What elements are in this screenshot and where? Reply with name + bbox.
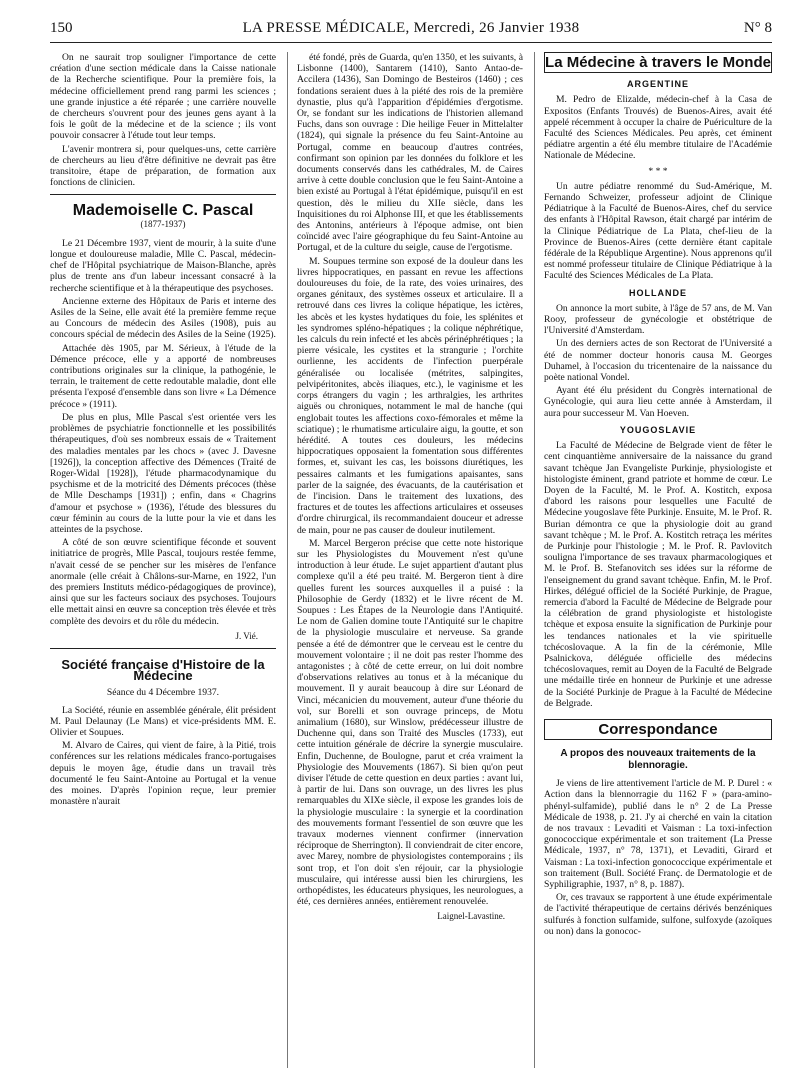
paragraph: Attachée dès 1905, par M. Sérieux, à l'étude de la Démence précoce, elle y a apporté de nombreuses contributions originales sur la clinique, la pathogénie, le terrain, le traitement de cette redoutable maladie, dont elle présenta l'exposé d'ensemble dans son livre « La Démence précoce » (1911). (50, 342, 276, 410)
paragraph: Un des derniers actes de son Rectorat de l'Université a été de nommer docteur honoris causa M. Georges Duhamel, à l'occasion du tricentenaire de la naissance du poète national Vondel. (544, 338, 772, 384)
obituary-signature: J. Vié. (235, 630, 258, 641)
section-box (544, 719, 772, 740)
paragraph: M. Marcel Bergeron précise que cette note historique sur les Physiologistes du Mouvement n'est qu'une introduction à leur étude. Le sujet appartient d'autant plus complexe qu'il a été peu traité. M. Bergeron tient à dire quelles furent les sources auxquelles il a puisé : la Philosophie de Gerdy (1832) et le livre récent de M. Soupues : Les Étapes de la Neurologie dans l'Antiquité. Le nom de Galien domine toute l'Antiquité sur le chapitre de la physiologie musculaire et nerveuse. Sa grande pensée a été de démontrer que le cerveau est le centre du mouvement volontaire ; il ne doit pas rester l'homme des antagonistes ; à côté de cette erreur, on lui doit nombre d'observations relatives au tonus et à la mécanique du mouvement. Il y aurait beaucoup à dire sur Léonard de Vinci, mécanicien du mouvement, auteur d'une théorie du vol, sur Borelli et son ouvrage princeps, de Motu animalium (1680), sur Winslow, prédécesseur illustre de Duchenne qui, dans son Traité des Muscles (1733), eut cette intuition générale de décrire la synergie musculaire. Enfin, Duchenne, de Boulogne, parut et créa vraiment la Physiologie des Mouvements (1867). Si bien qu'on peut diviser l'étude de cette question en deux parties : avant lui, à partir de lui. Dans son ouvrage, un des livres les plus remarquables du XIXe siècle, il expose les grandes lois de la physiologie musculaire : la synergie et la coordination des mouvements formant l'essentiel de son œuvre que les travaux modernes viennent confirmer (innervation réciproque de Sherrington). Il conviendrait de citer encore, avec Marey, nombre de physiologistes contemporains ; ils sont trop, et l'on doit s'en réjouir, car la physiologie musculaire, qui intéresse aussi bien les chirurgiens, les orthopédistes, les éducateurs physiques, les neurologues, a été, ces dernières années, entièrement renouvelée. (297, 537, 523, 908)
paragraph: On ne saurait trop souligner l'importance de cette création d'une section médicale dans la Caisse nationale de la Recherche scientifique. Pour la première fois, la médecine officiellement prend rang parmi les sciences ; une grande injustice a été réparée ; une carrière nouvelle de chercheurs s'ouvrent pour des jeunes gens ayant à la fois le goût de la médecine et de la science ; ils vont pouvoir consacrer à l'étude tout leur temps. (50, 52, 276, 142)
paragraph: Un autre pédiatre renommé du Sud-Amérique, M. Fernando Schweizer, professeur adjoint de Clinique Pédiatrique à la Faculté de Buenos-Aires, chef du service des enfants à l'Hôpital Rawson, était chargé par intérim de la Clinique Pédiatrique de La Plata, chef-lieu de la Province de Buenos-Aires (cette dernière étant capitale fédérale de la République Argentine). Nous apprenons qu'il est nommé professeur titulaire de Clinique Pédiatrique à la Faculté des Sciences Médicales de La Plata. (544, 180, 772, 282)
masthead (50, 18, 772, 40)
correspondence-subtitle: A propos des nouveaux traitements de la blennoragie. (560, 748, 756, 772)
issue-number: N° 8 (743, 20, 772, 36)
paragraph: L'avenir montrera si, pour quelques-uns, cette carrière de chercheurs au lieu d'être définitive ne devrait pas être transitoire, étape de préparation, de formation aux fonctions de clinicien. (50, 143, 276, 189)
paragraph: A côté de son œuvre scientifique féconde et souvent initiatrice de progrès, Mlle Pascal, toujours restée femme, n'avait cessé de se pencher sur les misères de l'enfance anormale (elle créait à Châlons-sur-Marne, en 1922, l'un des premiers Instituts médico-pédagogiques de province), ainsi que sur les facteurs sociaux des psychoses. Toujours elle mettait ainsi en œuvre sa conception très élevée et très complète des devoirs et du rôle du médecin. (50, 537, 276, 627)
paragraph: De plus en plus, Mlle Pascal s'est orientée vers les problèmes de psychiatrie fonctionnelle et les possibilités thérapeutiques, d'où ses nombreux essais de « Traitement des maladies mentales par les chocs » (avec J. Davesne [1926]), la conception affective des Démences (Traité de Roger-Widal [1928]), l'étude pharmacodynamique du psychisme et de la motricité des Déments précoces (thèse de Mlle Deschamps [1931]) ; enfin, dans « Chagrins d'amour et psychose » (1936), l'étude des blessures du cœur féminin au cours de la lutte pour la vie et dans les atteintes de la psychose. (50, 411, 276, 535)
obituary-dates: (1877-1937) (140, 218, 186, 229)
paragraph: On annonce la mort subite, à l'âge de 57 ans, de M. Van Rooy, professeur de gynécologie et obstétrique de l'Université d'Amsterdam. (544, 302, 772, 337)
society-title: Société française d'Histoire de la Médecine (61, 656, 265, 684)
paragraph: M. Pedro de Elizalde, médecin-chef à la Casa de Expositos (Enfants Trouvés) de Buenos-Aires, avait été appelé récemment à occuper la chaire de Puériculture de la Faculté des Sciences Médicales. Peu après, cet éminent pédiatre argentin a été élu membre titulaire de l'Académie Nationale de Médecine. (544, 94, 772, 162)
paragraph: Ancienne externe des Hôpitaux de Paris et interne des Asiles de la Seine, elle avait été la première femme reçue au Concours de médecin des Asiles (1908), puis au concours spécial de médecin des Asiles de la Seine (1925). (50, 295, 276, 341)
country-heading: YOUGOSLAVIE (619, 424, 697, 435)
paragraph: Or, ces travaux se rapportent à une étude expérimentale de l'activité thérapeutique de certains dérivés benzéniques sulfurés à fonction sulfamide, sulfone, sulfoxyde (azoïques ou non) dans la gonococ- (544, 892, 772, 937)
country-heading: ARGENTINE (626, 79, 689, 90)
paragraph: La Société, réunie en assemblée générale, élit président M. Paul Delaunay (Le Mans) et vice-présidents MM. E. Olivier et Soupues. (50, 704, 276, 738)
seance-date: Séance du 4 Décembre 1937. (106, 687, 220, 699)
paragraph: Ayant été élu président du Congrès international de Gynécologie, qui aura lieu cette année à Amsterdam, il aura pour successeur M. Van Hoeven. (544, 385, 772, 419)
section-rule (50, 194, 276, 195)
paragraph: M. Soupues termine son exposé de la douleur dans les livres hippocratiques, en passant en revue les affections douloureuses du foie, de la rate, des voies urinaires, des organes génitaux, des systèmes osseux et articulaire. Il a retrouvé dans ces livres la colique hépatique, les ictères, les abcès et les kystes hydatiques du foie, les splénites et les syndromes spléno-hépatiques ; la colique néphrétique, les calculs du rein infecté et les abcès périnéphrétiques ; la pierre vésicale, les cystites et la strangurie ; l'orchite ourlienne, les accidents de l'infection puerpérale généralisée ou localisée (métrites, salpingites, pelvipéritonites, abcès iliaques, etc.), le vaginisme et les corps étrangers du vagin ; les arthralgies, les arthrites aiguës ou chroniques, notamment le mal de hanche (qui englobait toutes les affections coxo-fémorales et même la sciatique) ; le rhumatisme articulaire aigu, la goutte, et son hérédité. A toutes ces douleurs, les médecins hippocratiques opposaient la fomentation sous différentes formes, et, suivant les cas, les boissons diurétiques, les pessaires calmants et les fumigations apaisantes, sans parler de la saignée, des évacuants, de la cautérisation et de l'incision. Dans le traitement des luxations, des fractures et de toutes les affections articulaires et osseuses d'ordre chirurgical, ils recommandaient douceur et adresse de main, pour ne pas causer de douleur inutilement. (297, 255, 523, 536)
section-title: La Médecine à travers le Monde (545, 54, 771, 71)
section-title: Correspondance (598, 720, 718, 738)
column-1 (50, 52, 276, 1068)
masthead-rule (50, 42, 772, 43)
paragraph: M. Alvaro de Caires, qui vient de faire, à la Pitié, trois conférences sur les relations médicales franco-portugaises depuis le moyen âge, étudie dans un travail très documenté le feu Saint-Antoine au Portugal et la venue des moines. D'après l'opinion reçue, leur premier monastère n'aurait (50, 740, 276, 808)
paragraph: La Faculté de Médecine de Belgrade vient de fêter le cent cinquantième anniversaire de la naissance du grand savant tchèque Jan Evangeliste Purkinje, physiologiste et histologiste éminent, grand patriote et homme de cœur. Le Doyen de la Faculté, M. le Prof. A. Kostitch, exposa d'abord les raisons pour lesquelles une Faculté de Médecine yougoslave fête Purkinje. Ensuite, M. le Prof. R. Burian démontra ce que la physiologie doit au grand savant tchèque ; M. le Prof. A. Kostitch retraça les mérites de Purkinje pour l'histologie ; M. le Prof. R. Pavlovitch souligna l'importance de ses travaux pharmacologiques et M. le Prof. B. Stefanovitch ses idées sur la réforme de l'enseignement du grand savant tchèque. Enfin, M. le Prof. Hirkes, délégué officiel de la Société Purkinje, de Prague, remercia d'abord la Faculté de Médecine de Belgrade pour la célébration de grand physiologiste et histologiste tchèque et exposa ensuite la signification de Purkinje pour les tendances nationales et la vie spirituelle tchécoslovaque. A la fin de la cérémonie, Mlle Psalnickova, déléguée officielle des médecins tchécoslovaques, remit au Doyen de la Faculté de Belgrade une médaille tirée en honneur de Purkinje et une adresse de la Société Purkinje de Prague à la Faculté de Médecine de Belgrade. (544, 440, 772, 709)
section-box (544, 52, 772, 73)
paragraph: Le 21 Décembre 1937, vient de mourir, à la suite d'une longue et douloureuse maladie, Mlle C. Pascal, médecin-chef de l'Hôpital psychiatrique de Maison-Blanche, après plus de trente ans d'un labeur incessant consacré à la recherche scientifique et à la thérapeutique des psychoses. (50, 237, 276, 294)
column-3 (544, 52, 772, 1068)
section-rule (50, 648, 276, 649)
publication-title: LA PRESSE MÉDICALE, Mercredi, 26 Janvier 1938 (242, 20, 580, 36)
paragraph: été fondé, près de Guarda, qu'en 1350, et les suivants, à Lisbonne (1400), Santarem (1410), Santo Antao-de-Accilera (1436), San Domingo de Besteiros (1460) ; ces fondations seraient dues à la piété des rois de la première dynastie, plus qu'à l'apparition d'épidémies d'ergotisme. Or, se fondant sur les indications de l'historien allemand Fuchs, dans son ouvrage : Die heilige Feuer in Mittelalter (1824), qui signale la présence du feu Saint-Antoine au Portugal, comme en beaucoup d'autres contrées, confirmant son opinion par les données du folklore et les documents conservés dans les cathédrales, M. de Caires arrive à cette double conclusion que le feu Saint-Antoine a bien existé au Portugal à l'état épidémique, puisqu'il en est question, dès le milieu du XIIe siècle, dans les Inquisitiones du roi Alphonse III, et que les établissements des Antonins, antérieurs à l'époque admise, ont bien coïncidé avec l'aire géographique du feu Saint-Antoine au Portugal, et de la culture du seigle, cause de l'ergotisme. (297, 52, 523, 254)
obituary-title: Mademoiselle C. Pascal (72, 202, 254, 220)
separator-stars: * * * (648, 165, 668, 177)
country-heading: HOLLANDE (629, 287, 687, 298)
paragraph: Je viens de lire attentivement l'article de M. P. Durel : « Action dans la blennorragie du 1162 F » (para-amino-phényl-sulfamide), publié dans le n° 2 de La Presse Médicale de 1938, p. 21. J'y ai cherché en vain la citation de nos travaux : Levaditi et Vaisman : La toxi-infection gonococcique expérimentale et son traitement (La Presse Médicale, 1937, n° 78, 1371), et Levaditi, Girard et Vaisman : La toxi-infection gonococcique expérimentale et son traitement (Bull. Société Franç. de Dermatologie et de Syphiligraphie, 1937, n° 8, p. 1887). (544, 778, 772, 890)
newspaper-page (50, 18, 772, 1068)
page-number: 150 (50, 20, 73, 36)
column-2 (297, 52, 523, 1068)
article-signature: Laignel-Lavastine. (437, 911, 505, 922)
